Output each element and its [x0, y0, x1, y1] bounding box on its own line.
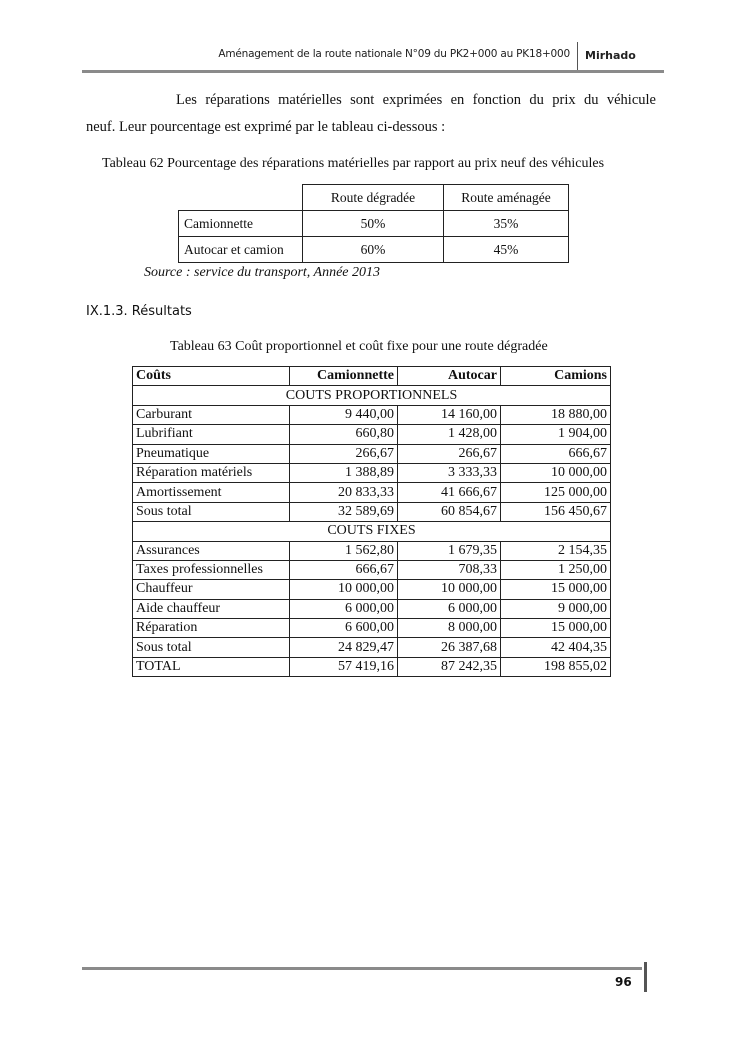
section-heading: IX.1.3. Résultats: [86, 304, 192, 319]
table63-cell: 6 000,00: [290, 599, 398, 618]
table63-cell: 6 600,00: [290, 619, 398, 638]
table63-cell: 708,33: [398, 560, 501, 579]
page-number: 96: [615, 975, 632, 989]
table63-row-label: Sous total: [133, 638, 290, 657]
table63-cell: 9 440,00: [290, 405, 398, 424]
table63-cell: 15 000,00: [501, 580, 611, 599]
table63-row: [133, 502, 611, 521]
table63-row-label: Réparation matériels: [133, 463, 290, 482]
table63-row: [133, 560, 611, 579]
table63-col-header: Camionnette: [290, 367, 398, 386]
table63-cell: 57 419,16: [290, 657, 398, 676]
footer-rule: [82, 967, 642, 970]
table63-section-proportional: [133, 386, 611, 405]
table63-col-header: Coûts: [133, 367, 290, 386]
table62-col-header: Route aménagée: [444, 185, 569, 211]
table63-row: [133, 638, 611, 657]
table63-cell: 1 562,80: [290, 541, 398, 560]
table63-cell: 660,80: [290, 425, 398, 444]
table63-cell: 32 589,69: [290, 502, 398, 521]
table63-row: [133, 405, 611, 424]
table63-cell: 9 000,00: [501, 599, 611, 618]
table62-cell: 35%: [444, 211, 569, 237]
intro-paragraph-line1: Les réparations matérielles sont exprimées en fonction du prix du véhicule: [176, 92, 656, 108]
table63-cell: 266,67: [398, 444, 501, 463]
table63-caption: Tableau 63 Coût proportionnel et coût fixe pour une route dégradée: [170, 339, 548, 354]
table63-cell: 10 000,00: [501, 463, 611, 482]
table63-row-label: Taxes professionnelles: [133, 560, 290, 579]
table63-cell: 24 829,47: [290, 638, 398, 657]
footer-separator: [644, 962, 647, 992]
table63-cell: 666,67: [501, 444, 611, 463]
table62-row: [179, 211, 569, 237]
table63-cell: 3 333,33: [398, 463, 501, 482]
table62-cell: 50%: [303, 211, 444, 237]
table62-source: Source : service du transport, Année 2013: [144, 265, 381, 280]
table62-row-label: Camionnette: [179, 211, 303, 237]
table63-row-label: Réparation: [133, 619, 290, 638]
table63-cell: 87 242,35: [398, 657, 501, 676]
table63-cell: 15 000,00: [501, 619, 611, 638]
table63-row-label: Amortissement: [133, 483, 290, 502]
header-rule: [82, 70, 664, 73]
table63-cell: 2 154,35: [501, 541, 611, 560]
table63-cell: 41 666,67: [398, 483, 501, 502]
table63-row: [133, 425, 611, 444]
table62-col-header: Route dégradée: [303, 185, 444, 211]
table63-cell: 198 855,02: [501, 657, 611, 676]
header-separator: [577, 42, 578, 72]
table63-row-label: Sous total: [133, 502, 290, 521]
table63: [132, 366, 611, 677]
table63-row: [133, 657, 611, 676]
header-author: Mirhado: [585, 49, 636, 62]
table62-caption: Tableau 62 Pourcentage des réparations matérielles par rapport au prix neuf des véhicules: [102, 156, 605, 171]
table63-header-row: [133, 367, 611, 386]
table63-cell: 10 000,00: [398, 580, 501, 599]
table63-row-label: TOTAL: [133, 657, 290, 676]
table62-row-label: Autocar et camion: [179, 237, 303, 263]
table63-section-fixed: [133, 522, 611, 541]
table62-header-row: [179, 185, 569, 211]
table63-col-header: Autocar: [398, 367, 501, 386]
table63-row: [133, 463, 611, 482]
header-title: Aménagement de la route nationale N°09 du PK2+000 au PK18+000: [218, 48, 570, 60]
table63-row: [133, 444, 611, 463]
table63-cell: 1 388,89: [290, 463, 398, 482]
table62-corner: [179, 185, 303, 211]
table63-cell: 266,67: [290, 444, 398, 463]
table63-section-fixed-label: COUTS FIXES: [133, 522, 611, 541]
table63-row: [133, 541, 611, 560]
table63-cell: 1 904,00: [501, 425, 611, 444]
table63-section-proportional-label: COUTS PROPORTIONNELS: [133, 386, 611, 405]
table62-cell: 45%: [444, 237, 569, 263]
table63-cell: 42 404,35: [501, 638, 611, 657]
table62-cell: 60%: [303, 237, 444, 263]
table63-cell: 20 833,33: [290, 483, 398, 502]
table63-cell: 156 450,67: [501, 502, 611, 521]
table63-col-header: Camions: [501, 367, 611, 386]
table63-row-label: Lubrifiant: [133, 425, 290, 444]
table63-row: [133, 599, 611, 618]
table63-row: [133, 483, 611, 502]
table63-row-label: Pneumatique: [133, 444, 290, 463]
table63-cell: 10 000,00: [290, 580, 398, 599]
table63-row-label: Aide chauffeur: [133, 599, 290, 618]
table63-cell: 1 679,35: [398, 541, 501, 560]
table63-cell: 1 250,00: [501, 560, 611, 579]
table63-row: [133, 619, 611, 638]
table62: [178, 184, 569, 263]
table63-cell: 14 160,00: [398, 405, 501, 424]
table63-cell: 1 428,00: [398, 425, 501, 444]
table63-row: [133, 580, 611, 599]
table62-row: [179, 237, 569, 263]
table63-row-label: Assurances: [133, 541, 290, 560]
table63-cell: 60 854,67: [398, 502, 501, 521]
table63-cell: 125 000,00: [501, 483, 611, 502]
table63-cell: 18 880,00: [501, 405, 611, 424]
table63-cell: 8 000,00: [398, 619, 501, 638]
table63-cell: 666,67: [290, 560, 398, 579]
intro-paragraph-line2: neuf. Leur pourcentage est exprimé par le tableau ci-dessous :: [86, 119, 446, 135]
table63-row-label: Carburant: [133, 405, 290, 424]
table63-row-label: Chauffeur: [133, 580, 290, 599]
table63-cell: 26 387,68: [398, 638, 501, 657]
table63-cell: 6 000,00: [398, 599, 501, 618]
